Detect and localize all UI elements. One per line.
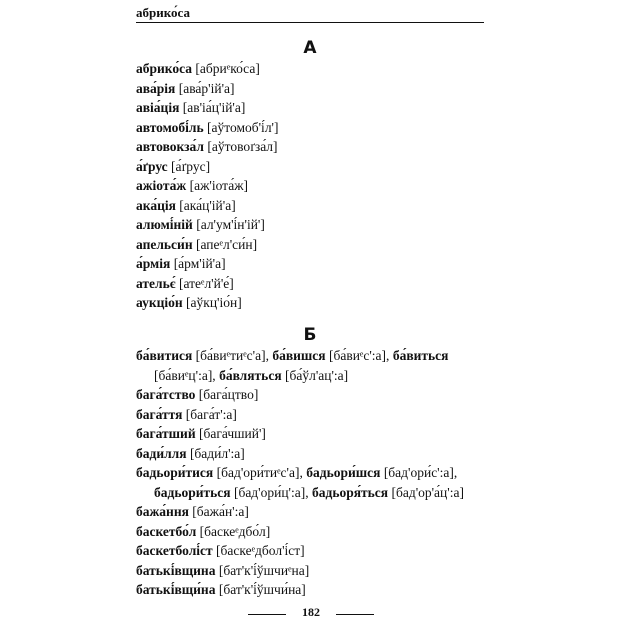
section-b-entries — [136, 346, 486, 600]
entry-headword: апельси́н — [136, 236, 193, 252]
entry-transcription: [ба́виᵉц':а], — [154, 367, 220, 383]
entry-headword: бага́ття — [136, 406, 183, 422]
entry-transcription: [бад'ори́тиᵉс'а], — [216, 465, 307, 480]
entry-transcription: [абриᵉко́са] — [195, 61, 260, 76]
section-a-entries — [136, 59, 486, 313]
dictionary-entry — [136, 235, 486, 255]
entry-headword: ба́вляться — [219, 367, 282, 383]
running-head: абрико́са — [136, 5, 190, 20]
entry-transcription: [аўкц'іо́н] — [186, 295, 242, 310]
dictionary-entry — [136, 79, 486, 99]
entry-transcription: [апеᵉл'си́н] — [195, 236, 258, 252]
entry-transcription: [бат'к'і́ўшчи́на] — [218, 582, 306, 597]
dictionary-entry — [136, 254, 486, 274]
section-letter-b: Б — [303, 325, 317, 345]
dictionary-entry — [136, 293, 486, 313]
dictionary-entry — [136, 502, 486, 522]
entry-transcription: [баскеᵉдбо́л] — [199, 523, 271, 539]
entry-transcription: [бад'ори́ц':а], — [233, 484, 312, 500]
entry-transcription: [бага́чший'] — [199, 426, 266, 441]
entry-transcription: [ал'ум'і́н'ій'] — [196, 217, 265, 232]
entry-headword: баскетбо́л — [136, 523, 197, 539]
dictionary-entry — [136, 522, 486, 542]
header-rule — [136, 22, 484, 23]
entry-headword: бади́лля — [136, 445, 187, 461]
entry-transcription: [а́ґрус] — [171, 158, 211, 174]
dictionary-entry — [136, 385, 486, 405]
entry-headword: автовокза́л — [136, 139, 204, 154]
entry-headword: абрико́са — [136, 61, 193, 76]
entry-transcription: [бага́т':а] — [185, 406, 237, 422]
dictionary-entry — [136, 580, 486, 600]
entry-transcription: [бад'ор'а́ц':а] — [391, 484, 464, 500]
dictionary-entry — [136, 176, 486, 196]
entry-headword: бадьори́ться — [154, 484, 231, 500]
entry-transcription: [ба́ўл'ац':а] — [285, 367, 349, 383]
entry-transcription: [бад'ори́с':а], — [383, 465, 458, 480]
entry-transcription: [бага́цтво] — [198, 387, 259, 402]
entry-headword: аукціо́н — [136, 295, 183, 310]
entry-transcription: [ба́виᵉс':а], — [328, 348, 393, 363]
entry-headword: автомобі́ль — [136, 119, 204, 135]
entry-headword: бадьоря́ться — [311, 484, 389, 500]
dictionary-entry — [136, 118, 486, 138]
entry-headword: а́рмія — [136, 256, 171, 271]
entry-headword: ательє́ — [136, 275, 176, 291]
dictionary-entry — [136, 541, 486, 561]
entry-headword: бадьори́тися — [136, 465, 214, 480]
entry-transcription: [ака́ц'ій'а] — [179, 197, 236, 213]
entry-headword: алюмі́ній — [136, 217, 193, 232]
entry-transcription: [баскеᵉдбол'і́ст] — [216, 543, 305, 558]
entry-transcription: [бади́л':а] — [189, 445, 245, 461]
entry-headword: ава́рія — [136, 80, 176, 96]
dictionary-entry — [136, 444, 486, 464]
dictionary-entry — [136, 215, 486, 235]
entry-transcription: [ба́виᵉтиᵉс'а], — [195, 348, 273, 363]
entry-headword: ба́витися — [136, 348, 193, 363]
entry-transcription: [бажа́н':а] — [192, 504, 249, 519]
entry-transcription: [атеᵉл'й'е́] — [178, 275, 234, 291]
entry-headword: бадьори́шся — [306, 465, 381, 480]
dictionary-entry — [136, 463, 486, 502]
dictionary-entry — [136, 157, 486, 177]
entry-headword: батькі́вщина — [136, 562, 216, 578]
entry-transcription: [а́рм'ій'а] — [173, 256, 226, 271]
entry-headword: а́ґрус — [136, 158, 168, 174]
entry-transcription: [бат'к'і́ўшчиᵉна] — [218, 562, 310, 578]
entry-headword: ба́вишся — [272, 348, 326, 363]
entry-headword: ака́ція — [136, 197, 176, 213]
entry-headword: ба́виться — [392, 348, 449, 363]
dictionary-entry — [136, 274, 486, 294]
dictionary-entry — [136, 405, 486, 425]
page-footer — [248, 606, 374, 622]
section-letter-a: А — [303, 38, 317, 58]
footer-rule-right — [336, 614, 374, 615]
entry-headword: батькі́вщи́на — [136, 582, 216, 597]
entry-headword: ажіота́ж — [136, 178, 187, 193]
dictionary-entry — [136, 561, 486, 581]
entry-headword: бага́тший — [136, 426, 196, 441]
entry-headword: бажа́ння — [136, 504, 189, 519]
entry-headword: авіа́ція — [136, 100, 180, 115]
entry-headword: бага́тство — [136, 387, 196, 402]
dictionary-entry — [136, 346, 486, 385]
dictionary-entry — [136, 424, 486, 444]
entry-transcription: [аўтовоґза́л] — [207, 139, 278, 154]
entry-transcription: [ав'іа́ц'ій'а] — [182, 100, 246, 115]
dictionary-entry — [136, 137, 486, 157]
dictionary-entry — [136, 98, 486, 118]
entry-transcription: [аўтомоб'і́л'] — [207, 119, 279, 135]
entry-transcription: [ава́р'ій'а] — [178, 80, 235, 96]
dictionary-entry — [136, 59, 486, 79]
page-number: 182 — [302, 605, 320, 619]
entry-headword: баскетболі́ст — [136, 543, 213, 558]
entry-transcription: [аж'іота́ж] — [189, 178, 249, 193]
dictionary-entry — [136, 196, 486, 216]
